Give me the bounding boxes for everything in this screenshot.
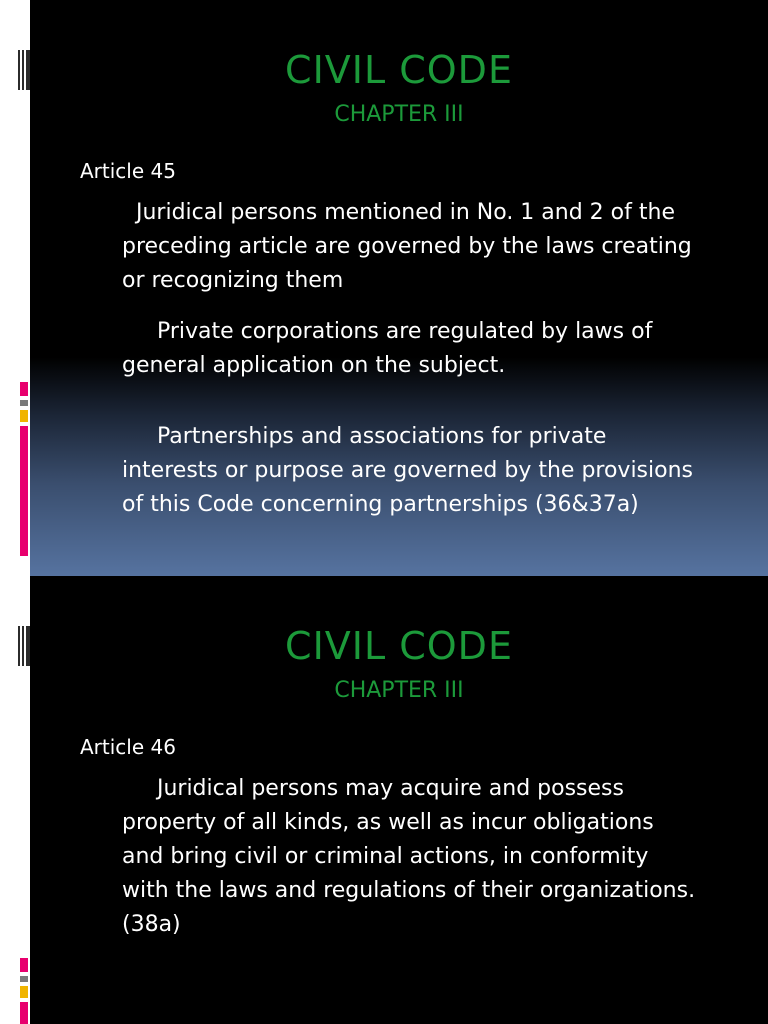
- slide-title: CIVIL CODE: [285, 48, 513, 92]
- accent-bars: [20, 958, 28, 1024]
- article-label: Article 46: [80, 735, 176, 759]
- article-paragraph: Juridical persons mentioned in No. 1 and 2 of the preceding article are governed by the laws creating or recognizing them: [122, 200, 692, 293]
- chapter-heading: CHAPTER III: [334, 678, 464, 703]
- article-paragraph: Juridical persons may acquire and possess property of all kinds, as well as incur obligations and bring civil or criminal actions, in conformity with the laws and regulations of their organizations. (38a): [122, 776, 696, 937]
- article-paragraph: Private corporations are regulated by laws of general application on the subject.: [122, 319, 653, 378]
- accent-bars: [20, 382, 28, 562]
- article-label: Article 45: [80, 159, 176, 183]
- chapter-heading: CHAPTER III: [334, 102, 464, 127]
- article-paragraph: Partnerships and associations for private interests or purpose are governed by the provisions of this Code concerning partnerships (36&37a): [122, 424, 694, 517]
- document-stack-icon: [18, 50, 30, 90]
- slide-title: CIVIL CODE: [285, 624, 513, 668]
- document-stack-icon: [18, 626, 30, 666]
- slide-2: [0, 576, 768, 1024]
